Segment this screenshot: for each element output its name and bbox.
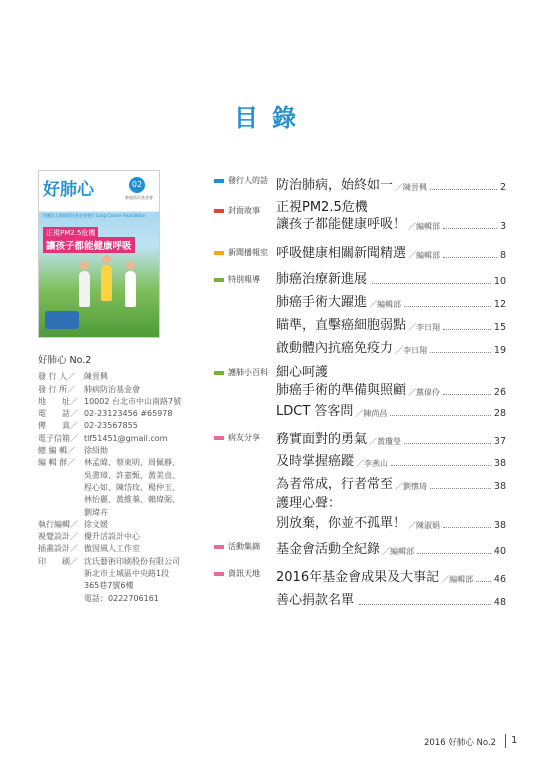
masthead-label: 電子信箱／ [38,433,78,443]
toc-entry[interactable] [276,174,506,193]
toc-entry-author: ／編輯部 [408,222,441,231]
cover-logo: 好肺心 [43,180,94,200]
toc-entry-author: ／李日翔 [408,323,441,332]
toc-entry-author: ／編輯部 [382,547,415,556]
dot-leader [390,415,491,416]
cover-pm-tag: 正視PM2.5危機 [43,227,98,239]
masthead-row [38,470,181,482]
masthead-row [38,482,181,494]
masthead-value: 陳晉興 [84,372,108,382]
toc-entry-author: ／陳尚昌 [355,409,388,418]
child-figure [125,271,136,307]
dot-leader [476,581,491,582]
dot-leader [443,394,491,395]
toc-entry-page: 28 [493,408,506,419]
section-label: 新聞播報室 [214,247,268,258]
toc-entry-title: 別放棄，你並不孤單！ [276,516,407,531]
toc-entry-title-line1: 正視PM2.5危機 [276,200,368,215]
masthead-value: 徐文媛 [84,519,108,529]
toc-entry-author: ／陳淑娟 [408,521,441,530]
masthead-label: 印 刷／ [38,556,78,566]
masthead-label: 總 編 輯／ [38,446,76,456]
toc-entry-title: 肺癌治療新進展 [276,272,368,287]
toc-entry-author: ／黨偉伶 [408,388,441,397]
toc-entry-title: 防治肺病，始終如一 [276,178,394,193]
toc-entry-page: 46 [493,574,506,585]
masthead-label: 發 行 所／ [38,384,76,394]
toc-entry-page: 2 [499,182,506,193]
toc-entry-author: ／陳晉興 [395,183,428,192]
dot-leader [443,527,491,528]
section-color-mark [214,251,224,255]
masthead-label [38,568,84,580]
masthead-row [38,556,181,568]
masthead-label: 電 話／ [38,409,78,419]
section-label: 護肺小百科 [214,367,268,378]
section-label: 活動集錦 [214,541,260,552]
masthead-label [38,507,84,519]
masthead [38,355,181,605]
cover-subtitle: 肺癌防治基金會 [125,195,153,200]
dot-leader [443,228,497,229]
dot-leader [372,283,491,284]
toc-entry[interactable] [276,538,506,557]
dot-leader [404,443,491,444]
magazine-cover-image [38,170,160,338]
dot-leader [359,604,491,605]
toc-entry-title: 啟動體內抗癌免疫力 [276,341,394,356]
masthead-row [38,457,181,469]
masthead-label [38,593,84,605]
footer-issue-label: 2016 好肺心 No.2 [424,738,497,748]
toc-entry[interactable] [276,291,506,310]
toc-entry-title: 務實面對的勇氣 [276,432,368,447]
masthead-value: 徐紹勛 [84,446,108,456]
masthead-row [38,507,181,519]
toc-entry-title: 肺癌手術的準備與照顧 [276,383,407,398]
section-color-mark [214,179,224,183]
masthead-label: 執行編輯／ [38,519,78,529]
toc-entry-title: 呼吸健康相關新聞精選 [276,246,407,261]
child-figure [101,265,112,301]
toc-entry-title: 及時掌握癌蹤 [276,454,355,469]
masthead-row [38,593,181,605]
section-color-mark [214,278,224,282]
dot-leader [443,257,497,258]
masthead-value: 10002 台北市中山南路7號 [84,396,182,406]
masthead-label: 編 輯 群／ [38,458,76,468]
toc-entry-page: 38 [493,520,506,531]
masthead-row [38,494,181,506]
toc-entry[interactable] [276,428,506,447]
toc-entry[interactable] [276,512,506,531]
section-label: 特別報導 [214,274,260,285]
child-figure [79,271,90,307]
masthead-value: 沈氏藝術印刷股份有限公司 [84,556,180,566]
cover-strip: 財團法人肺癌防治基金會發行 Lung Cancer Foundation [43,213,145,218]
masthead-row [38,396,181,408]
section-color-mark [214,436,224,440]
toc-entry-author: ／黃瓊瑩 [369,437,402,446]
masthead-value: 劉瑋卉 [84,507,108,517]
masthead-value: 365巷7號6樓 [84,581,134,591]
toc-entry-title: 為者常成，行者常至 [276,477,394,492]
cover-badge [45,311,79,329]
toc-entry-author: ／李燕山 [356,459,389,468]
dot-leader [417,553,491,554]
masthead-title: 好肺心 No.2 [38,355,92,366]
cover-headline: 讓孩子都能健康呼吸 [43,237,135,253]
dot-leader [430,189,497,190]
toc-entry-page: 19 [493,345,506,356]
toc-entry[interactable] [276,213,506,232]
masthead-value: 肺病防治基金會 [84,384,140,394]
toc-entry-page: 38 [493,458,506,469]
masthead-row [38,408,181,420]
section-color-mark [214,545,224,549]
masthead-row [38,531,181,543]
dot-leader [391,465,491,466]
masthead-row [38,568,181,580]
toc-entry-title-line1: 細心呵護 [276,365,329,380]
masthead-label [38,580,84,592]
toc-entry-author: ／編輯部 [408,251,441,260]
toc-entry[interactable] [276,268,506,287]
masthead-value: 程心如、陳岱玫、楊仲玉、 [84,482,180,492]
toc-entry-author: ／劉懷琦 [395,482,428,491]
toc-entry-page: 26 [493,387,506,398]
masthead-label [38,494,84,506]
toc-entry[interactable] [276,242,506,261]
toc-entry-page: 40 [493,546,506,557]
toc-entry-page: 12 [493,299,506,310]
masthead-label [38,470,84,482]
toc-entry-author: ／李日翔 [395,346,428,355]
section-label: 封面故事 [214,205,260,216]
masthead-row [38,445,181,457]
toc-entry[interactable] [276,473,506,492]
masthead-row [38,420,181,432]
masthead-row [38,580,181,592]
toc-entry-author: ／編輯部 [441,575,474,584]
masthead-row [38,433,181,445]
toc-entry[interactable] [276,589,506,608]
masthead-label: 視覺設計／ [38,532,78,542]
masthead-label: 發 行 人／ [38,372,76,382]
toc-entry-title: 基金會活動全紀錄 [276,542,381,557]
page-title: 目錄 [234,104,310,132]
toc-entry-page: 37 [493,436,506,447]
toc-entry-title: 善心捐款名單 [276,593,355,608]
toc-entry-page: 3 [499,221,506,232]
page-number: 1 [511,735,518,746]
masthead-label: 地 址／ [38,396,78,406]
masthead-row [38,371,181,383]
masthead-value: tlf51451@gmail.com [84,433,168,443]
toc-entry[interactable] [276,337,506,356]
toc-entry[interactable] [276,379,506,398]
toc-entry-author: ／編輯部 [369,300,402,309]
toc-entry[interactable] [276,566,506,585]
masthead-value: 電話：0222706161 [84,593,159,603]
masthead-row [38,519,181,531]
toc-entry-page: 15 [493,322,506,333]
section-label: 發行人的話 [214,175,268,186]
section-label: 病友分享 [214,432,260,443]
section-label: 資訊天地 [214,568,260,579]
toc-entry[interactable] [276,314,506,333]
masthead-value: 新北市土城區中央路1段 [84,569,170,579]
masthead-label [38,482,84,494]
toc-entry-title: 2016年基金會成果及大事記 [276,570,440,585]
toc-entry-page: 48 [493,597,506,608]
toc-entry-page: 38 [493,481,506,492]
dot-leader [430,488,491,489]
dot-leader [430,352,491,353]
cover-issue-badge: 02 [129,177,145,193]
masthead-value: 02-23123456 #65978 [84,409,173,419]
toc-entry-title: 肺癌手術大躍進 [276,295,368,310]
section-color-mark [214,371,224,375]
masthead-row [38,384,181,396]
footer-divider [505,734,506,748]
dot-leader [443,329,491,330]
toc-entry[interactable] [276,400,506,419]
toc-entry-title: LDCT 答客問 [276,404,354,419]
masthead-value: 林孟暐、蔡東明、周佩靜、 [84,458,180,468]
section-color-mark [214,572,224,576]
toc-entry[interactable] [276,450,506,469]
section-color-mark [214,209,224,213]
dot-leader [404,306,491,307]
toc-entry-title: 瞄準，直擊癌細胞弱點 [276,318,407,333]
masthead-label: 傳 真／ [38,421,78,431]
toc-entry-page: 10 [493,276,506,287]
masthead-row [38,543,181,555]
toc-entry-page: 8 [499,250,506,261]
masthead-value: 優升活設計中心 [84,532,140,542]
masthead-value: 林怡麗、黃維蓁、賴瑋弼、 [84,495,180,505]
masthead-label: 插畫設計／ [38,544,78,554]
toc-entry-title-line1: 護理心聲： [276,496,342,511]
masthead-value: 傲囡風人工作室 [84,544,140,554]
masthead-value: 02-23567855 [84,421,138,431]
masthead-value: 吳書璋、許嘉甄、黃美貞、 [84,470,180,480]
toc-entry-title: 讓孩子都能健康呼吸！ [276,217,407,232]
